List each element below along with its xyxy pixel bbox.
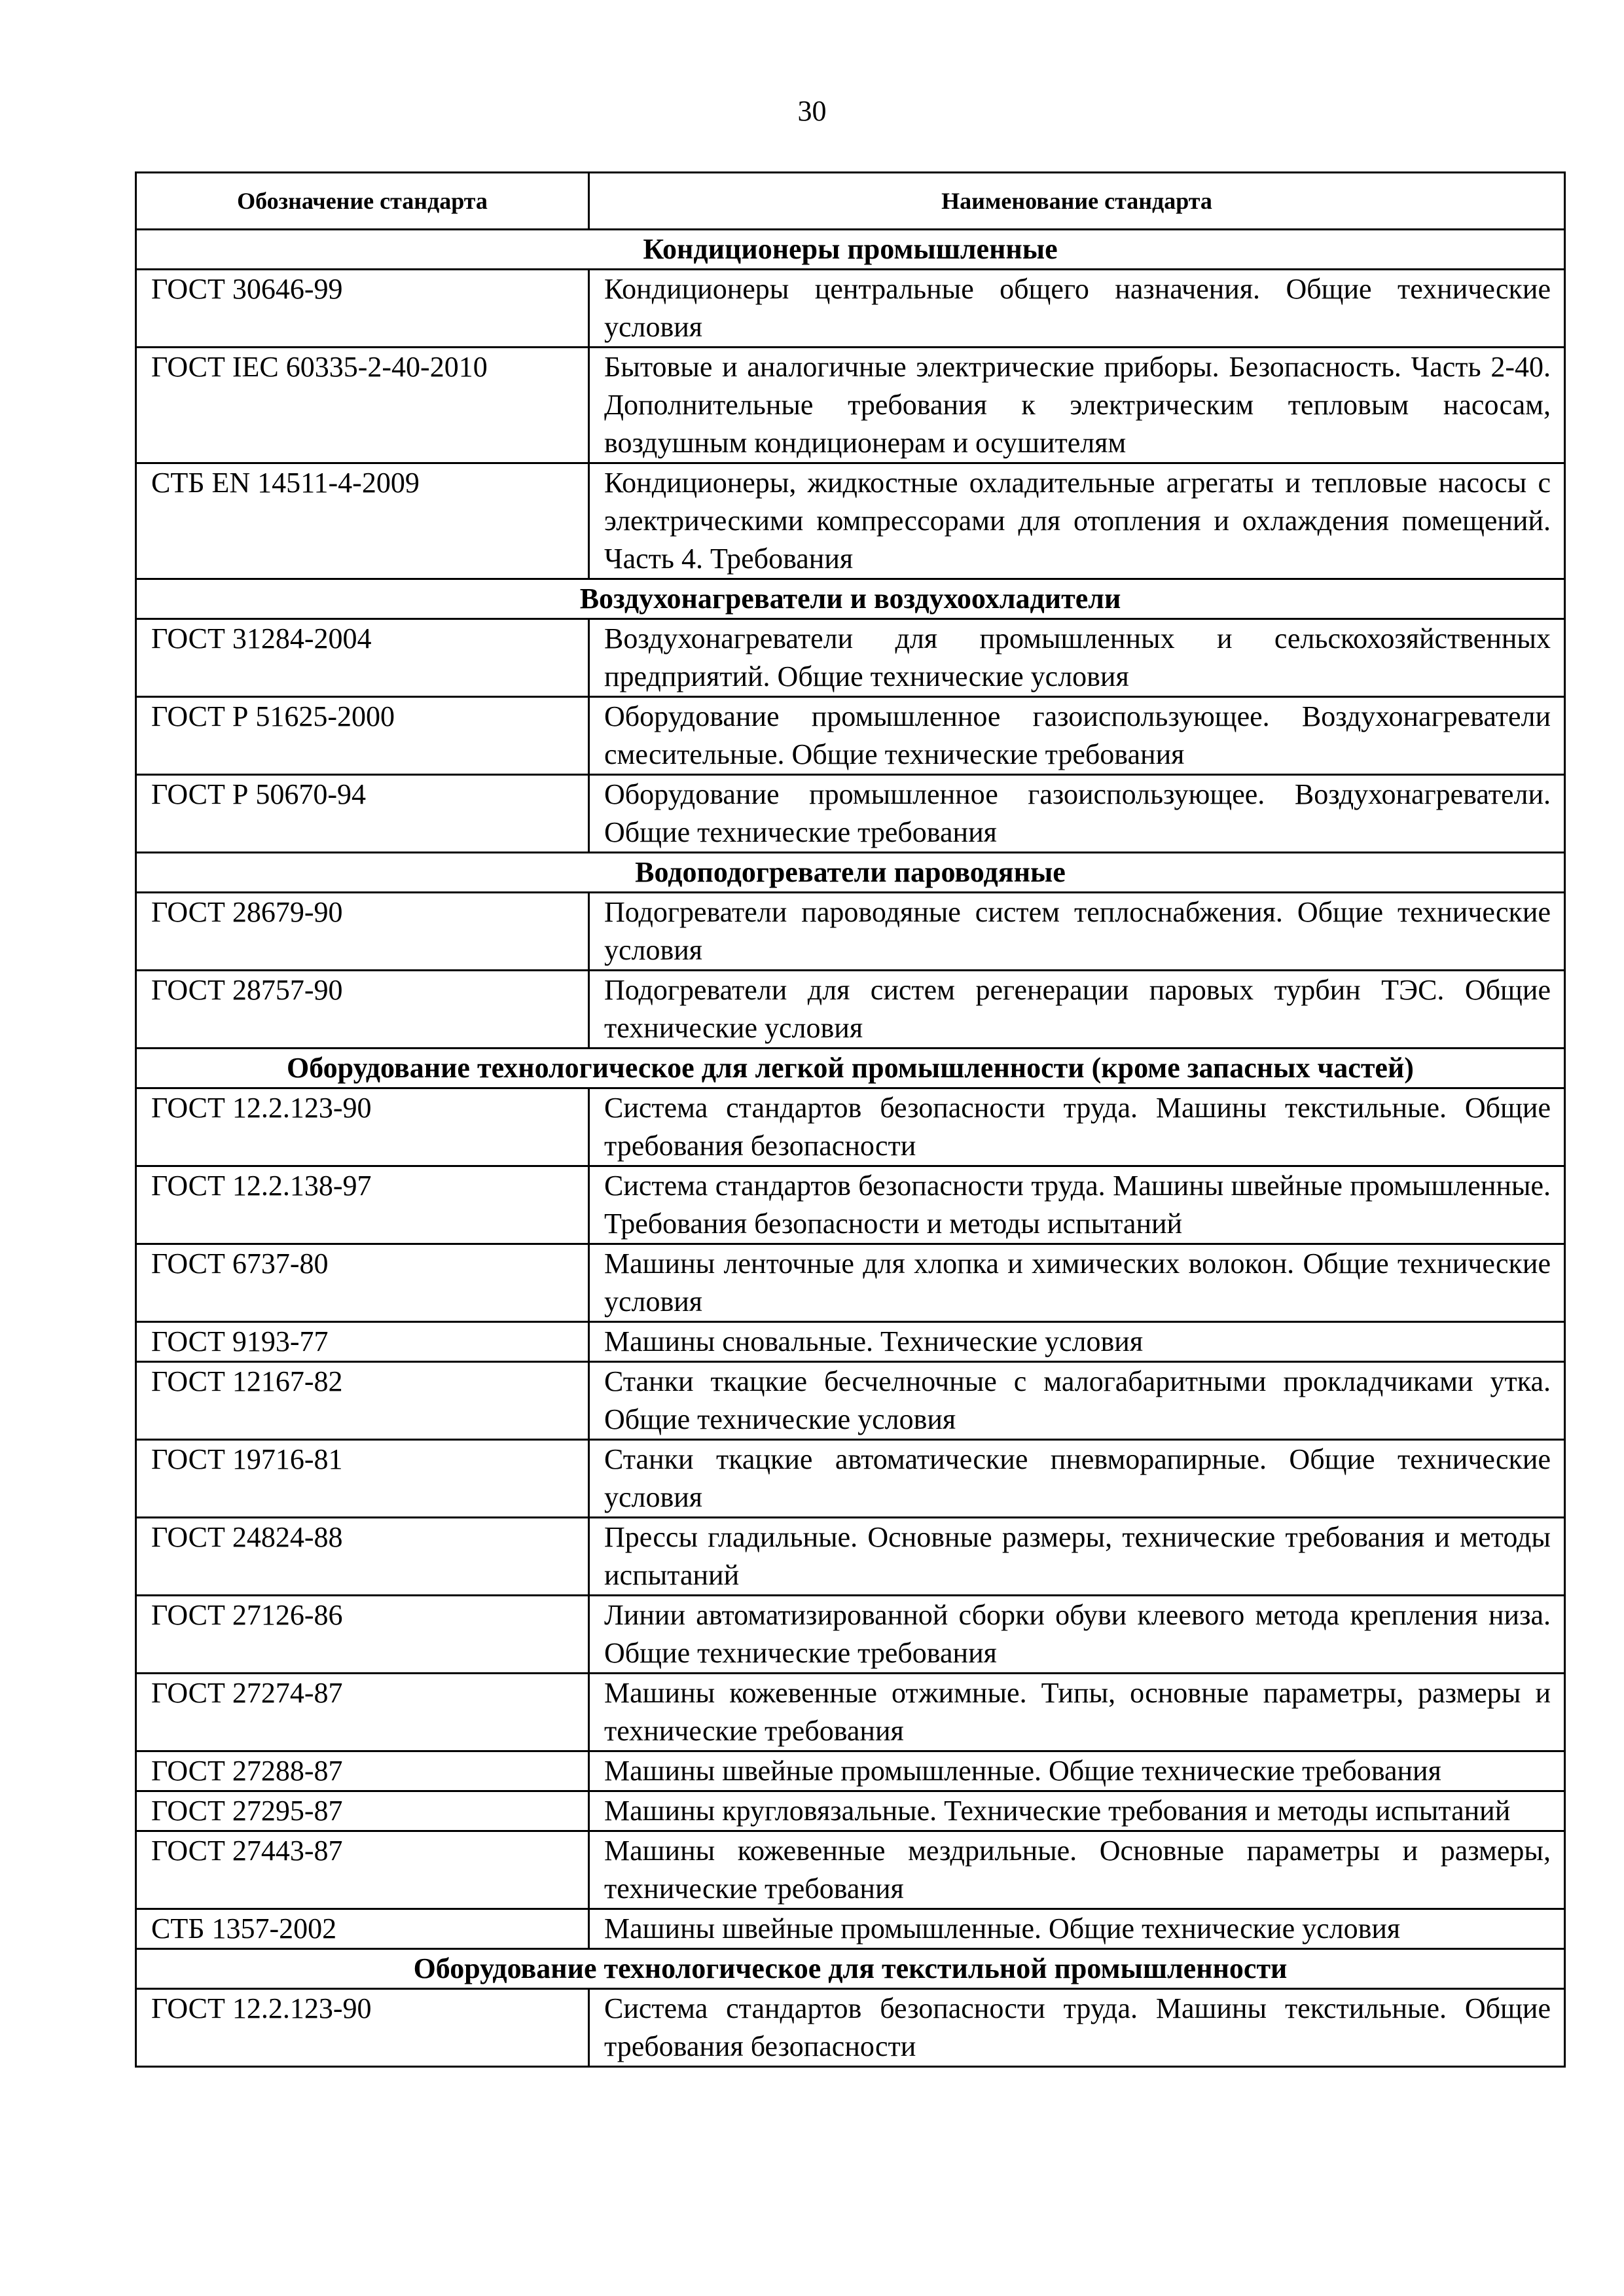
table-row bbox=[136, 348, 1565, 463]
page-number: 30 bbox=[797, 95, 827, 127]
standard-code: ГОСТ 12167-82 bbox=[136, 1362, 589, 1440]
table-row bbox=[136, 1791, 1565, 1831]
standard-code: СТБ 1357-2002 bbox=[136, 1909, 589, 1949]
standard-name: Станки ткацкие бесчелночные с малогабаритными прокладчиками утка. Общие технические условия bbox=[589, 1362, 1565, 1440]
section-row bbox=[136, 853, 1565, 893]
standard-code: ГОСТ 12.2.138-97 bbox=[136, 1166, 589, 1244]
column-header-name: Наименование стандарта bbox=[589, 173, 1565, 230]
standard-code: СТБ EN 14511-4-2009 bbox=[136, 463, 589, 579]
standards-table bbox=[135, 171, 1566, 2068]
table-row bbox=[136, 1989, 1565, 2067]
column-header-code: Обозначение стандарта bbox=[136, 173, 589, 230]
section-title: Водоподогреватели пароводяные bbox=[136, 853, 1565, 893]
standard-name: Машины кругловязальные. Технические требования и методы испытаний bbox=[589, 1791, 1565, 1831]
standard-code: ГОСТ 30646-99 bbox=[136, 270, 589, 348]
standard-name: Машины кожевенные отжимные. Типы, основные параметры, размеры и технические требования bbox=[589, 1674, 1565, 1751]
standard-name: Кондиционеры, жидкостные охладительные агрегаты и тепловые насосы с электрическими компрессорами для отопления и охлаждения помещений. Часть 4. Требования bbox=[589, 463, 1565, 579]
standard-code: ГОСТ 28679-90 bbox=[136, 893, 589, 971]
standard-name: Оборудование промышленное газоиспользующее. Воздухонагреватели смесительные. Общие технические требования bbox=[589, 697, 1565, 775]
standard-name: Бытовые и аналогичные электрические приборы. Безопасность. Часть 2-40. Дополнительные требования к электрическим тепловым насосам, воздушным кондиционерам и осушителям bbox=[589, 348, 1565, 463]
standard-name: Машины швейные промышленные. Общие технические условия bbox=[589, 1909, 1565, 1949]
standard-code: ГОСТ 6737-80 bbox=[136, 1244, 589, 1322]
section-title: Оборудование технологическое для текстильной промышленности bbox=[136, 1949, 1565, 1989]
section-row bbox=[136, 579, 1565, 619]
table-row bbox=[136, 1674, 1565, 1751]
table-row bbox=[136, 463, 1565, 579]
standard-code: ГОСТ 27295-87 bbox=[136, 1791, 589, 1831]
standard-name: Подогреватели пароводяные систем теплоснабжения. Общие технические условия bbox=[589, 893, 1565, 971]
section-row bbox=[136, 1949, 1565, 1989]
standard-code: ГОСТ 9193-77 bbox=[136, 1322, 589, 1362]
table-row bbox=[136, 1831, 1565, 1909]
standard-code: ГОСТ Р 50670-94 bbox=[136, 775, 589, 853]
table-row bbox=[136, 1751, 1565, 1791]
table-row bbox=[136, 1596, 1565, 1674]
standard-name: Оборудование промышленное газоиспользующее. Воздухонагреватели. Общие технические требования bbox=[589, 775, 1565, 853]
table-row bbox=[136, 1244, 1565, 1322]
table-row bbox=[136, 1518, 1565, 1596]
table-row bbox=[136, 697, 1565, 775]
table-row bbox=[136, 775, 1565, 853]
standard-code: ГОСТ 31284-2004 bbox=[136, 619, 589, 697]
table-row bbox=[136, 1088, 1565, 1166]
section-row bbox=[136, 1049, 1565, 1088]
table-row bbox=[136, 1440, 1565, 1518]
table-row bbox=[136, 1166, 1565, 1244]
standard-code: ГОСТ 28757-90 bbox=[136, 971, 589, 1049]
table-row bbox=[136, 1362, 1565, 1440]
standard-name: Машины кожевенные мездрильные. Основные параметры и размеры, технические требования bbox=[589, 1831, 1565, 1909]
standard-name: Линии автоматизированной сборки обуви клеевого метода крепления низа. Общие технические требования bbox=[589, 1596, 1565, 1674]
standard-name: Машины сновальные. Технические условия bbox=[589, 1322, 1565, 1362]
standard-code: ГОСТ 27443-87 bbox=[136, 1831, 589, 1909]
standard-name: Система стандартов безопасности труда. Машины текстильные. Общие требования безопасности bbox=[589, 1088, 1565, 1166]
standard-name: Прессы гладильные. Основные размеры, технические требования и методы испытаний bbox=[589, 1518, 1565, 1596]
section-title: Оборудование технологическое для легкой промышленности (кроме запасных частей) bbox=[136, 1049, 1565, 1088]
standard-code: ГОСТ Р 51625-2000 bbox=[136, 697, 589, 775]
table-row bbox=[136, 270, 1565, 348]
section-row bbox=[136, 230, 1565, 270]
standard-code: ГОСТ 27274-87 bbox=[136, 1674, 589, 1751]
standard-code: ГОСТ 19716-81 bbox=[136, 1440, 589, 1518]
standard-name: Система стандартов безопасности труда. Машины текстильные. Общие требования безопасности bbox=[589, 1989, 1565, 2067]
standard-code: ГОСТ 12.2.123-90 bbox=[136, 1088, 589, 1166]
standard-code: ГОСТ 12.2.123-90 bbox=[136, 1989, 589, 2067]
standard-name: Система стандартов безопасности труда. Машины швейные промышленные. Требования безопасности и методы испытаний bbox=[589, 1166, 1565, 1244]
standard-code: ГОСТ 27126-86 bbox=[136, 1596, 589, 1674]
table-row bbox=[136, 971, 1565, 1049]
standard-code: ГОСТ IEC 60335-2-40-2010 bbox=[136, 348, 589, 463]
standard-name: Подогреватели для систем регенерации паровых турбин ТЭС. Общие технические условия bbox=[589, 971, 1565, 1049]
section-title: Воздухонагреватели и воздухоохладители bbox=[136, 579, 1565, 619]
standard-name: Кондиционеры центральные общего назначения. Общие технические условия bbox=[589, 270, 1565, 348]
standard-name: Станки ткацкие автоматические пневморапирные. Общие технические условия bbox=[589, 1440, 1565, 1518]
section-title: Кондиционеры промышленные bbox=[136, 230, 1565, 270]
table-row bbox=[136, 893, 1565, 971]
table-header-row bbox=[136, 173, 1565, 230]
standard-code: ГОСТ 24824-88 bbox=[136, 1518, 589, 1596]
table-row bbox=[136, 1322, 1565, 1362]
standard-code: ГОСТ 27288-87 bbox=[136, 1751, 589, 1791]
table-row bbox=[136, 1909, 1565, 1949]
table-row bbox=[136, 619, 1565, 697]
standard-name: Машины швейные промышленные. Общие технические требования bbox=[589, 1751, 1565, 1791]
standard-name: Воздухонагреватели для промышленных и сельскохозяйственных предприятий. Общие технические условия bbox=[589, 619, 1565, 697]
standard-name: Машины ленточные для хлопка и химических волокон. Общие технические условия bbox=[589, 1244, 1565, 1322]
